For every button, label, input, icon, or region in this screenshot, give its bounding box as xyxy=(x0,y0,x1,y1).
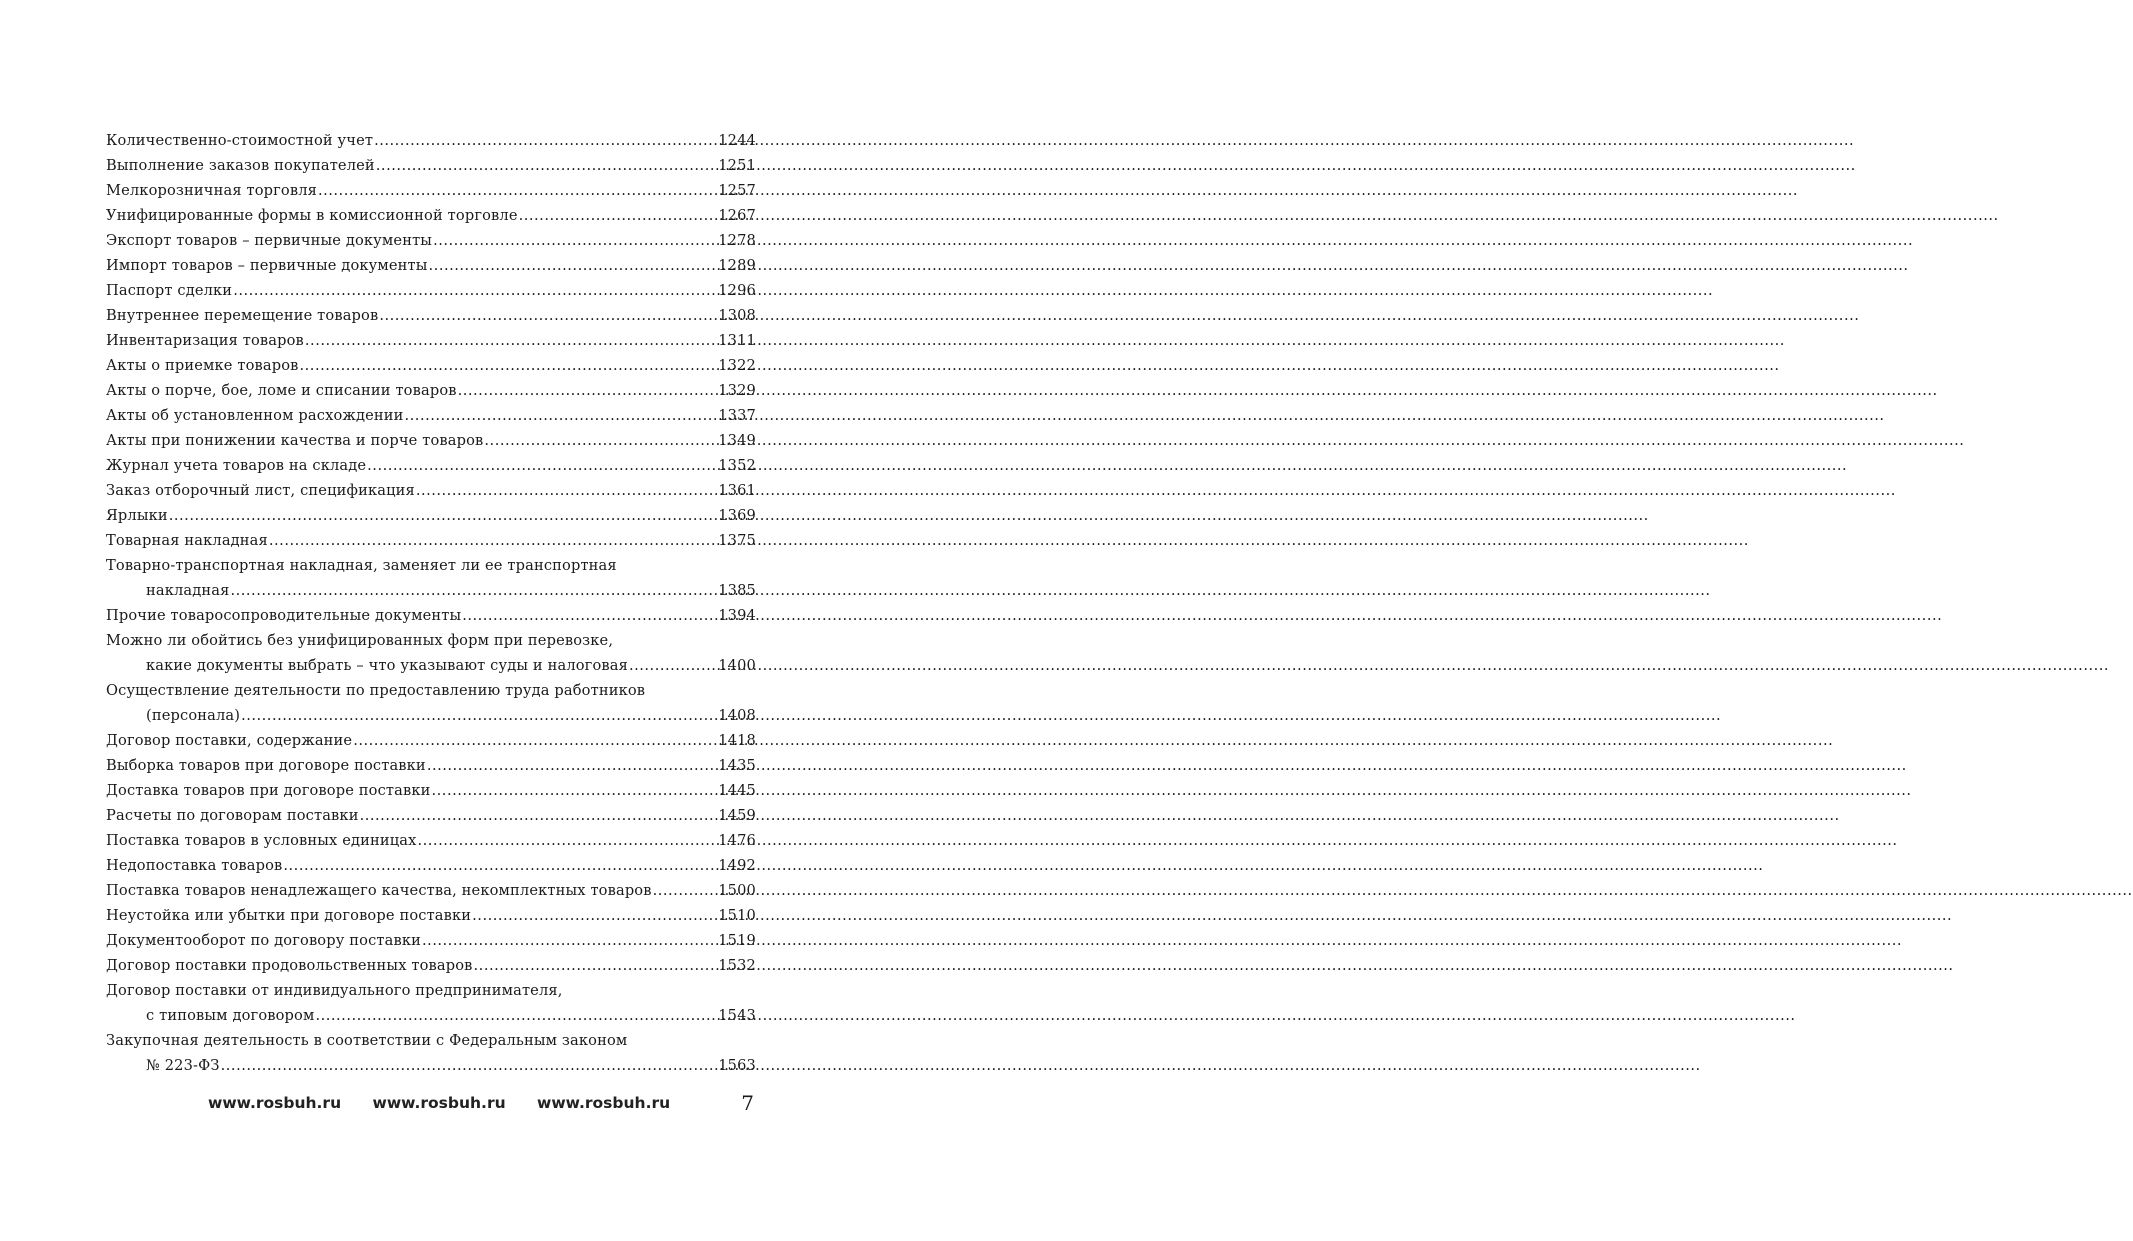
toc-entry-line xyxy=(106,278,756,303)
page-footer xyxy=(106,1091,756,1121)
toc-page-number: 1308 xyxy=(718,307,756,324)
toc-entry-title: Акты о приемке товаров xyxy=(106,357,299,374)
toc-entry-line xyxy=(106,628,756,653)
dot-leader xyxy=(269,528,717,553)
toc-page-number: 1244 xyxy=(718,132,756,149)
toc-page-number: 1311 xyxy=(718,332,756,349)
toc-page-number: 1369 xyxy=(718,507,756,524)
dot-leader xyxy=(353,728,717,753)
footer-link[interactable]: www.rosbuh.ru xyxy=(208,1094,342,1112)
dot-leader xyxy=(374,128,717,153)
dot-leader xyxy=(432,778,718,803)
dot-leader xyxy=(379,303,717,328)
dot-leader xyxy=(169,503,717,528)
toc-page-number: 1375 xyxy=(718,532,756,549)
toc-entry-line xyxy=(106,528,756,553)
toc-page-number: 1257 xyxy=(718,182,756,199)
toc-entry[interactable] xyxy=(106,728,756,753)
toc-entry[interactable] xyxy=(106,278,756,303)
footer-link[interactable]: www.rosbuh.ru xyxy=(372,1094,506,1112)
toc-entry-line xyxy=(106,328,756,353)
toc-page-number: 1289 xyxy=(718,257,756,274)
toc-entry-title: Экспорт товаров – первичные документы xyxy=(106,232,433,249)
toc-entry[interactable] xyxy=(106,778,756,803)
dot-leader xyxy=(629,653,717,678)
toc-entry[interactable] xyxy=(106,378,756,403)
toc-page-number: 1400 xyxy=(718,657,756,674)
toc-entry-line xyxy=(106,578,756,603)
toc-entry-line xyxy=(106,228,756,253)
toc-entry-line xyxy=(106,428,756,453)
toc-page-number: 1519 xyxy=(718,932,756,949)
toc-entry[interactable] xyxy=(106,953,756,978)
toc-entry[interactable] xyxy=(106,153,756,178)
dot-leader xyxy=(367,453,717,478)
toc-entry-line xyxy=(106,953,756,978)
toc-entry-title: Договор поставки от индивидуального предпринимателя, xyxy=(106,982,563,999)
toc-entry-line xyxy=(106,553,756,578)
toc-entry-line xyxy=(106,653,756,678)
toc-entry-title: Количественно-стоимостной учет xyxy=(106,132,374,149)
toc-page-number: 1329 xyxy=(718,382,756,399)
dot-leader xyxy=(360,803,718,828)
toc-entry-line xyxy=(106,603,756,628)
toc-entry-title: Акты при понижении качества и порче товаров xyxy=(106,432,484,449)
toc-entry-title: Закупочная деятельность в соответствии с Федеральным законом xyxy=(106,1032,628,1049)
toc-entry-line xyxy=(106,828,756,853)
toc-entry-title: Можно ли обойтись без унифицированных форм при перевозке, xyxy=(106,632,614,649)
toc-entry[interactable] xyxy=(106,253,756,278)
toc-entry-title: с типовым договором xyxy=(146,1007,315,1024)
dot-leader xyxy=(418,828,718,853)
dot-leader xyxy=(283,853,717,878)
dot-leader xyxy=(315,1003,717,1028)
toc-entry-title: Выборка товаров при договоре поставки xyxy=(106,757,426,774)
footer-links xyxy=(208,1094,696,1112)
toc-entry-line xyxy=(106,453,756,478)
toc-entry[interactable] xyxy=(106,353,756,378)
toc-entry-line xyxy=(106,128,756,153)
dot-leader xyxy=(653,878,718,903)
toc-page-number: 1418 xyxy=(718,732,756,749)
toc-entry-title: Товарная накладная xyxy=(106,532,268,549)
toc-entry[interactable] xyxy=(106,203,756,228)
toc-entry-line xyxy=(106,253,756,278)
toc-entry[interactable] xyxy=(106,303,756,328)
toc-entry-title: Заказ отборочный лист, спецификация xyxy=(106,482,415,499)
toc-entry-title: Поставка товаров в условных единицах xyxy=(106,832,417,849)
toc-entry-title: Поставка товаров ненадлежащего качества, некомплектных товаров xyxy=(106,882,652,899)
toc-entry[interactable] xyxy=(106,428,756,453)
toc-entry-line xyxy=(106,728,756,753)
dot-leader xyxy=(221,1053,718,1078)
toc-page-number: 1445 xyxy=(718,782,756,799)
toc-entry[interactable] xyxy=(106,828,756,853)
toc-entry[interactable] xyxy=(106,403,756,428)
toc-entry-title: Доставка товаров при договоре поставки xyxy=(106,782,431,799)
toc-entry-title: Прочие товаросопроводительные документы xyxy=(106,607,462,624)
toc-entry[interactable] xyxy=(106,178,756,203)
toc-page-number: 1459 xyxy=(718,807,756,824)
toc-entry-line xyxy=(106,778,756,803)
toc-page-number: 1352 xyxy=(718,457,756,474)
toc-entry-line xyxy=(106,753,756,778)
dot-leader xyxy=(458,378,718,403)
toc-page-number: 1278 xyxy=(718,232,756,249)
toc-entry-title: Мелкорозничная торговля xyxy=(106,182,317,199)
dot-leader xyxy=(427,753,717,778)
toc-entry[interactable] xyxy=(106,553,756,603)
toc-entry[interactable] xyxy=(106,328,756,353)
toc-entry-line xyxy=(106,153,756,178)
toc-entry[interactable] xyxy=(106,803,756,828)
dot-leader xyxy=(231,578,718,603)
dot-leader xyxy=(472,903,717,928)
toc-page-number: 1563 xyxy=(718,1057,756,1074)
toc-entry[interactable] xyxy=(106,878,756,903)
toc-page-number: 1435 xyxy=(718,757,756,774)
toc-entry-title: Выполнение заказов покупателей xyxy=(106,157,375,174)
dot-leader xyxy=(429,253,718,278)
toc-entry[interactable] xyxy=(106,503,756,528)
toc-entry-title: Паспорт сделки xyxy=(106,282,233,299)
toc-entry-title: Внутреннее перемещение товаров xyxy=(106,307,379,324)
toc-entry[interactable] xyxy=(106,528,756,553)
dot-leader xyxy=(318,178,717,203)
toc-page-number: 1361 xyxy=(718,482,756,499)
toc-page-number: 1385 xyxy=(718,582,756,599)
dot-leader xyxy=(484,428,717,453)
toc-entry[interactable] xyxy=(106,928,756,953)
dot-leader xyxy=(433,228,717,253)
toc-entry-line xyxy=(106,403,756,428)
toc-entry[interactable] xyxy=(106,903,756,928)
toc-entry-line xyxy=(106,703,756,728)
toc-entry-line xyxy=(106,378,756,403)
toc-entry-line xyxy=(106,853,756,878)
toc-entry-line xyxy=(106,903,756,928)
toc-page-number: 1408 xyxy=(718,707,756,724)
toc-entry-line xyxy=(106,1053,756,1078)
toc-entry-line xyxy=(106,878,756,903)
toc-entry-title: Осуществление деятельности по предоставлению труда работников xyxy=(106,682,646,699)
dot-leader xyxy=(241,703,717,728)
toc-entry-title: Расчеты по договорам поставки xyxy=(106,807,359,824)
toc-entry-line xyxy=(106,178,756,203)
dot-leader xyxy=(376,153,717,178)
toc-page-number: 1267 xyxy=(718,207,756,224)
toc-entry-title: Товарно-транспортная накладная, заменяет ли ее транспортная xyxy=(106,557,617,574)
footer-link[interactable]: www.rosbuh.ru xyxy=(537,1094,671,1112)
toc-entry-title: Договор поставки, содержание xyxy=(106,732,353,749)
dot-leader xyxy=(405,403,718,428)
toc-page-number: 1337 xyxy=(718,407,756,424)
toc-entry-title: Акты о порче, бое, ломе и списании товаров xyxy=(106,382,457,399)
toc-page-number: 1532 xyxy=(718,957,756,974)
toc-entry-line xyxy=(106,478,756,503)
toc-page-number: 1322 xyxy=(718,357,756,374)
table-of-contents xyxy=(106,128,756,1078)
toc-entry-title: Недопоставка товаров xyxy=(106,857,283,874)
toc-entry-line xyxy=(106,353,756,378)
toc-entry-line xyxy=(106,203,756,228)
dot-leader xyxy=(519,203,718,228)
toc-page-number: 1492 xyxy=(718,857,756,874)
toc-entry-line xyxy=(106,1003,756,1028)
toc-entry[interactable] xyxy=(106,628,756,678)
toc-entry-title: Неустойка или убытки при договоре поставки xyxy=(106,907,472,924)
toc-page-number: 1476 xyxy=(718,832,756,849)
toc-page-number: 1510 xyxy=(718,907,756,924)
dot-leader xyxy=(474,953,718,978)
toc-entry[interactable] xyxy=(106,128,756,153)
toc-entry-title: № 223-ФЗ xyxy=(146,1057,220,1074)
toc-entry[interactable] xyxy=(106,678,756,728)
toc-entry-title: накладная xyxy=(146,582,230,599)
toc-entry-line xyxy=(106,803,756,828)
dot-leader xyxy=(233,278,717,303)
toc-entry-title: какие документы выбрать – что указывают суды и налоговая xyxy=(146,657,628,674)
toc-page-number: 1296 xyxy=(718,282,756,299)
toc-entry-title: Импорт товаров – первичные документы xyxy=(106,257,428,274)
page-number: 7 xyxy=(741,1091,754,1115)
toc-entry[interactable] xyxy=(106,1028,756,1078)
dot-leader xyxy=(422,928,717,953)
toc-entry[interactable] xyxy=(106,603,756,628)
dot-leader xyxy=(462,603,717,628)
toc-entry-line xyxy=(106,678,756,703)
toc-entry-title: (персонала) xyxy=(146,707,241,724)
toc-entry-line xyxy=(106,928,756,953)
toc-entry-line xyxy=(106,978,756,1003)
toc-entry-title: Документооборот по договору поставки xyxy=(106,932,421,949)
toc-page-number: 1349 xyxy=(718,432,756,449)
toc-entry[interactable] xyxy=(106,478,756,503)
toc-entry[interactable] xyxy=(106,228,756,253)
toc-entry-title: Журнал учета товаров на складе xyxy=(106,457,367,474)
toc-page-number: 1500 xyxy=(718,882,756,899)
toc-page-number: 1394 xyxy=(718,607,756,624)
dot-leader xyxy=(416,478,717,503)
toc-entry[interactable] xyxy=(106,453,756,478)
toc-entry[interactable] xyxy=(106,978,756,1028)
toc-entry-line xyxy=(106,503,756,528)
dot-leader xyxy=(300,353,718,378)
toc-entry-title: Унифицированные формы в комиссионной торговле xyxy=(106,207,518,224)
toc-entry-line xyxy=(106,303,756,328)
dot-leader xyxy=(305,328,717,353)
toc-entry[interactable] xyxy=(106,753,756,778)
toc-entry[interactable] xyxy=(106,853,756,878)
toc-entry-title: Договор поставки продовольственных товаров xyxy=(106,957,473,974)
toc-entry-line xyxy=(106,1028,756,1053)
toc-entry-title: Ярлыки xyxy=(106,507,168,524)
toc-entry-title: Инвентаризация товаров xyxy=(106,332,304,349)
toc-entry-title: Акты об установленном расхождении xyxy=(106,407,404,424)
toc-page-number: 1251 xyxy=(718,157,756,174)
toc-page-number: 1543 xyxy=(718,1007,756,1024)
